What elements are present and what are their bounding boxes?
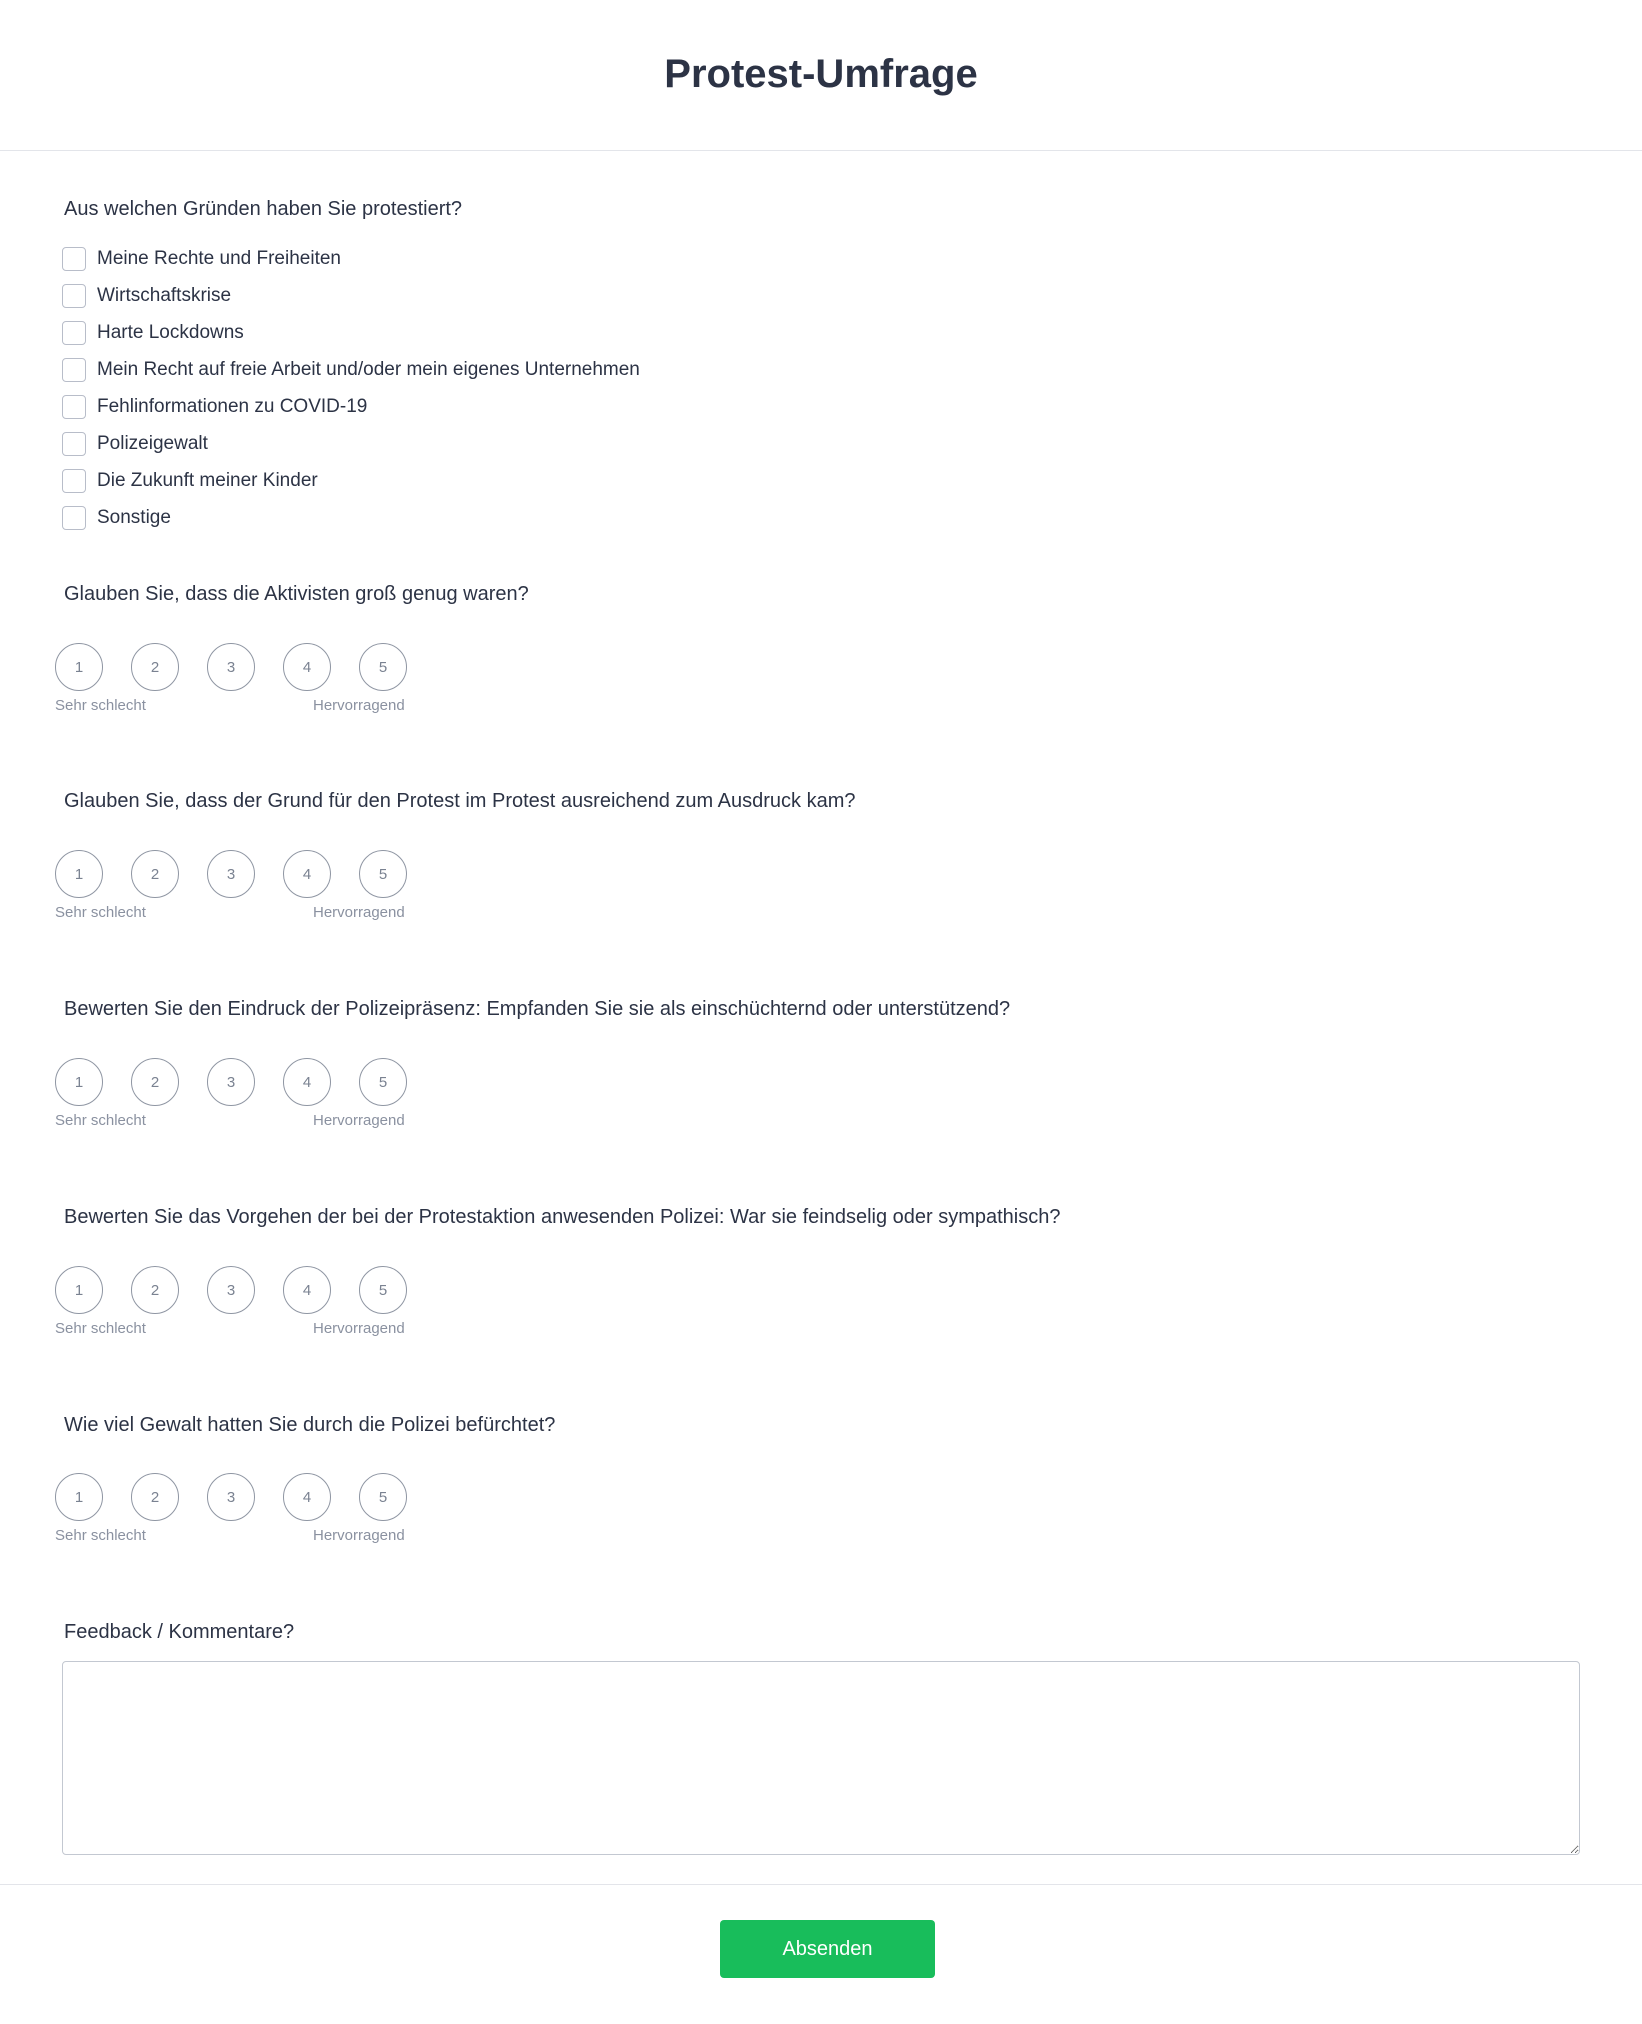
rating-low-label: Sehr schlecht [55, 1320, 146, 1337]
rating-option[interactable]: 3 [207, 1266, 255, 1314]
rating-option[interactable]: 4 [283, 850, 331, 898]
rating-option[interactable]: 1 [55, 643, 103, 691]
rating-high-label: Hervorragend [313, 904, 405, 921]
rating-scale [55, 850, 435, 930]
rating-option[interactable]: 2 [131, 1266, 179, 1314]
checkbox-option-police-violence[interactable] [62, 425, 640, 462]
rating-option[interactable]: 2 [131, 850, 179, 898]
checkbox[interactable] [62, 247, 86, 271]
question-reasons-label: Aus welchen Gründen haben Sie protestiert? [64, 198, 463, 220]
rating-scale [55, 1058, 435, 1138]
feedback-label: Feedback / Kommentare? [64, 1621, 295, 1643]
rating-option[interactable]: 1 [55, 850, 103, 898]
checkbox[interactable] [62, 432, 86, 456]
checkbox-option-lockdowns[interactable] [62, 314, 640, 351]
checkbox-option-rights[interactable] [62, 240, 640, 277]
rating-high-label: Hervorragend [313, 1527, 405, 1544]
rating-scale [55, 1266, 435, 1346]
rating-option[interactable]: 3 [207, 850, 255, 898]
reasons-checkbox-list [62, 240, 640, 536]
checkbox[interactable] [62, 321, 86, 345]
rating-option[interactable]: 4 [283, 1266, 331, 1314]
submit-button[interactable]: Absenden [720, 1920, 935, 1978]
checkbox[interactable] [62, 395, 86, 419]
checkbox[interactable] [62, 284, 86, 308]
checkbox-label: Meine Rechte und Freiheiten [97, 247, 341, 269]
rating-option[interactable]: 5 [359, 643, 407, 691]
checkbox-option-children[interactable] [62, 462, 640, 499]
page-title: Protest-Umfrage [664, 52, 978, 96]
checkbox[interactable] [62, 469, 86, 493]
rating-low-label: Sehr schlecht [55, 1527, 146, 1544]
rating-high-label: Hervorragend [313, 697, 405, 714]
checkbox-label: Wirtschaftskrise [97, 284, 232, 306]
rating-high-label: Hervorragend [313, 1112, 405, 1129]
checkbox-option-work[interactable] [62, 351, 640, 388]
rating-option[interactable]: 5 [359, 1266, 407, 1314]
checkbox-label: Sonstige [97, 506, 171, 528]
checkbox-label: Mein Recht auf freie Arbeit und/oder mein eigenes Unternehmen [97, 358, 640, 380]
checkbox-label: Fehlinformationen zu COVID-19 [97, 395, 368, 417]
rating-option[interactable]: 1 [55, 1473, 103, 1521]
rating-question-label: Wie viel Gewalt hatten Sie durch die Polizei befürchtet? [64, 1414, 556, 1436]
feedback-textarea[interactable] [62, 1661, 1580, 1855]
rating-option[interactable]: 2 [131, 1473, 179, 1521]
rating-option[interactable]: 5 [359, 850, 407, 898]
checkbox-option-misinformation[interactable] [62, 388, 640, 425]
rating-question-label: Bewerten Sie das Vorgehen der bei der Protestaktion anwesenden Polizei: War sie feindselig oder sympathisch? [64, 1206, 1061, 1228]
rating-high-label: Hervorragend [313, 1320, 405, 1337]
checkbox-option-economy[interactable] [62, 277, 640, 314]
rating-question-label: Bewerten Sie den Eindruck der Polizeipräsenz: Empfanden Sie sie als einschüchternd oder unterstützend? [64, 998, 1011, 1020]
checkbox-label: Die Zukunft meiner Kinder [97, 469, 318, 491]
rating-option[interactable]: 1 [55, 1058, 103, 1106]
rating-option[interactable]: 3 [207, 1473, 255, 1521]
rating-low-label: Sehr schlecht [55, 697, 146, 714]
rating-option[interactable]: 1 [55, 1266, 103, 1314]
rating-option[interactable]: 5 [359, 1473, 407, 1521]
checkbox-option-other[interactable] [62, 499, 640, 536]
rating-low-label: Sehr schlecht [55, 904, 146, 921]
checkbox-label: Harte Lockdowns [97, 321, 244, 343]
checkbox[interactable] [62, 506, 86, 530]
rating-question-label: Glauben Sie, dass die Aktivisten groß genug waren? [64, 583, 529, 605]
rating-option[interactable]: 2 [131, 1058, 179, 1106]
checkbox[interactable] [62, 358, 86, 382]
rating-option[interactable]: 4 [283, 1058, 331, 1106]
rating-scale [55, 1473, 435, 1553]
rating-option[interactable]: 3 [207, 643, 255, 691]
rating-option[interactable]: 2 [131, 643, 179, 691]
form-header [0, 0, 1642, 151]
checkbox-label: Polizeigewalt [97, 432, 208, 454]
rating-scale [55, 643, 435, 723]
rating-option[interactable]: 4 [283, 643, 331, 691]
rating-question-label: Glauben Sie, dass der Grund für den Protest im Protest ausreichend zum Ausdruck kam? [64, 790, 856, 812]
rating-low-label: Sehr schlecht [55, 1112, 146, 1129]
rating-option[interactable]: 5 [359, 1058, 407, 1106]
rating-option[interactable]: 4 [283, 1473, 331, 1521]
rating-option[interactable]: 3 [207, 1058, 255, 1106]
